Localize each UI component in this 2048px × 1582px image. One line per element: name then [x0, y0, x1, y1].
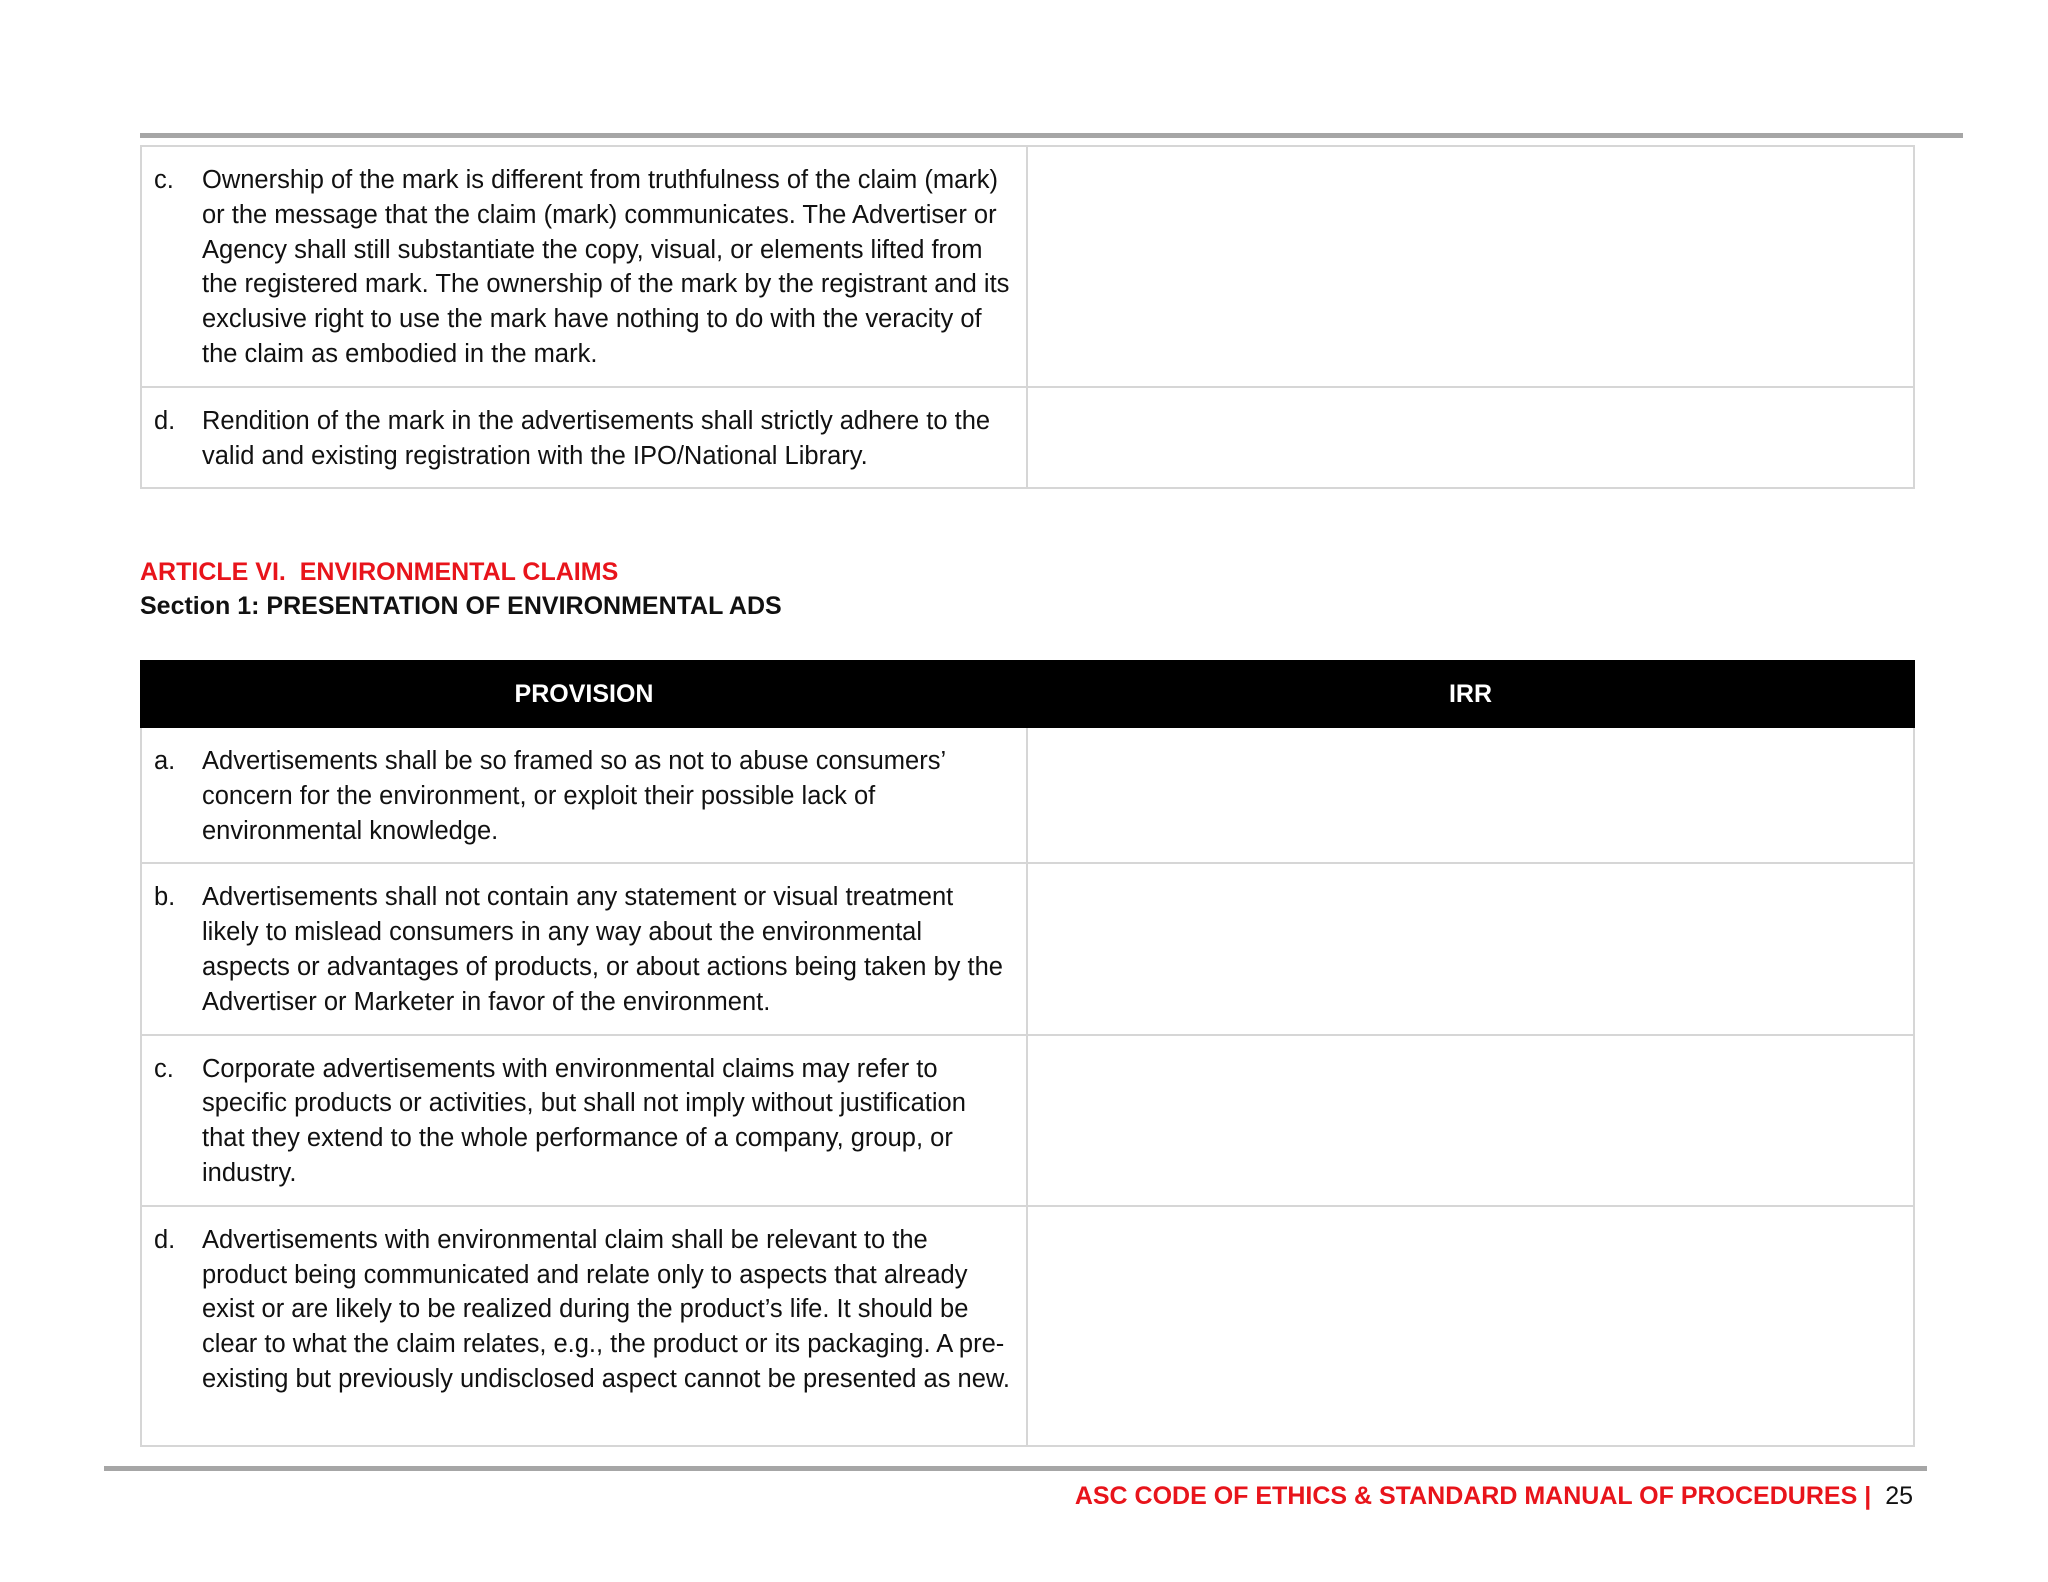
irr-cell [1027, 863, 1914, 1034]
provision-text: Rendition of the mark in the advertisements shall strictly adhere to the valid and existing registration with the IPO/National Library. [202, 406, 991, 470]
provision-text: Ownership of the mark is different from truthfulness of the claim (mark) or the message that the claim (mark) communicates. The Advertiser or Agency shall still substantiate the copy, visual, or elements lifted from the registered mark. The ownership of the mark by the registrant and its exclusive right to use the mark have nothing to do with the veracity of the claim as embodied in the mark. [202, 166, 1010, 368]
provision-cell [141, 1035, 1027, 1206]
irr-cell [1027, 387, 1914, 489]
irr-cell [1027, 146, 1914, 387]
article-heading: ARTICLE VI. ENVIRONMENTAL CLAIMS [140, 558, 619, 586]
section-heading: Section 1: PRESENTATION OF ENVIRONMENTAL ADS [140, 592, 782, 620]
provision-text: Corporate advertisements with environmental claims may refer to specific products or activities, but shall not imply without justification that they extend to the whole performance of a company, group, or industry. [202, 1054, 966, 1187]
header-rule [140, 133, 1963, 138]
provision-cell [141, 863, 1027, 1034]
table-row [141, 387, 1914, 489]
page-number: 25 [1885, 1482, 1913, 1510]
irr-column-header: IRR [1027, 661, 1914, 727]
item-letter: c. [154, 166, 174, 194]
footer-rule [104, 1466, 1927, 1471]
table-row [141, 1206, 1914, 1446]
provision-cell [141, 387, 1027, 489]
table-row [141, 146, 1914, 387]
item-letter: d. [154, 1225, 176, 1254]
table-row [141, 863, 1914, 1034]
provision-cell [141, 146, 1027, 387]
continued-provision-table [140, 145, 1915, 489]
irr-cell [1027, 1206, 1914, 1446]
item-letter: d. [154, 406, 176, 435]
provision-text: Advertisements with environmental claim shall be relevant to the product being communicated and relate only to aspects that already exist or are likely to be realized during the product’s life. It should be clear to what the claim relates, e.g., the product or its packaging. A pre-existing but previously undisclosed aspect cannot be presented as new. [202, 1225, 1011, 1393]
provision-column-header: PROVISION [141, 661, 1027, 727]
item-letter: c. [154, 1054, 174, 1083]
provision-cell [141, 1206, 1027, 1446]
table-row [141, 1035, 1914, 1206]
table-header-row [141, 661, 1914, 727]
table-row [141, 727, 1914, 863]
provision-text: Advertisements shall not contain any statement or visual treatment likely to mislead consumers in any way about the environmental aspects or advantages of products, or about actions being taken by the Advertiser or Marketer in favor of the environment. [202, 883, 1003, 1016]
environmental-provision-table [140, 660, 1915, 1447]
irr-cell [1027, 727, 1914, 863]
irr-cell [1027, 1035, 1914, 1206]
provision-cell [141, 727, 1027, 863]
page-footer [1000, 1482, 1913, 1511]
footer-title: ASC CODE OF ETHICS & STANDARD MANUAL OF PROCEDURES | [1074, 1482, 1872, 1510]
item-letter: a. [154, 747, 176, 775]
item-letter: b. [154, 883, 176, 912]
provision-text: Advertisements shall be so framed so as not to abuse consumers’ concern for the environment, or exploit their possible lack of environmental knowledge. [202, 747, 946, 845]
